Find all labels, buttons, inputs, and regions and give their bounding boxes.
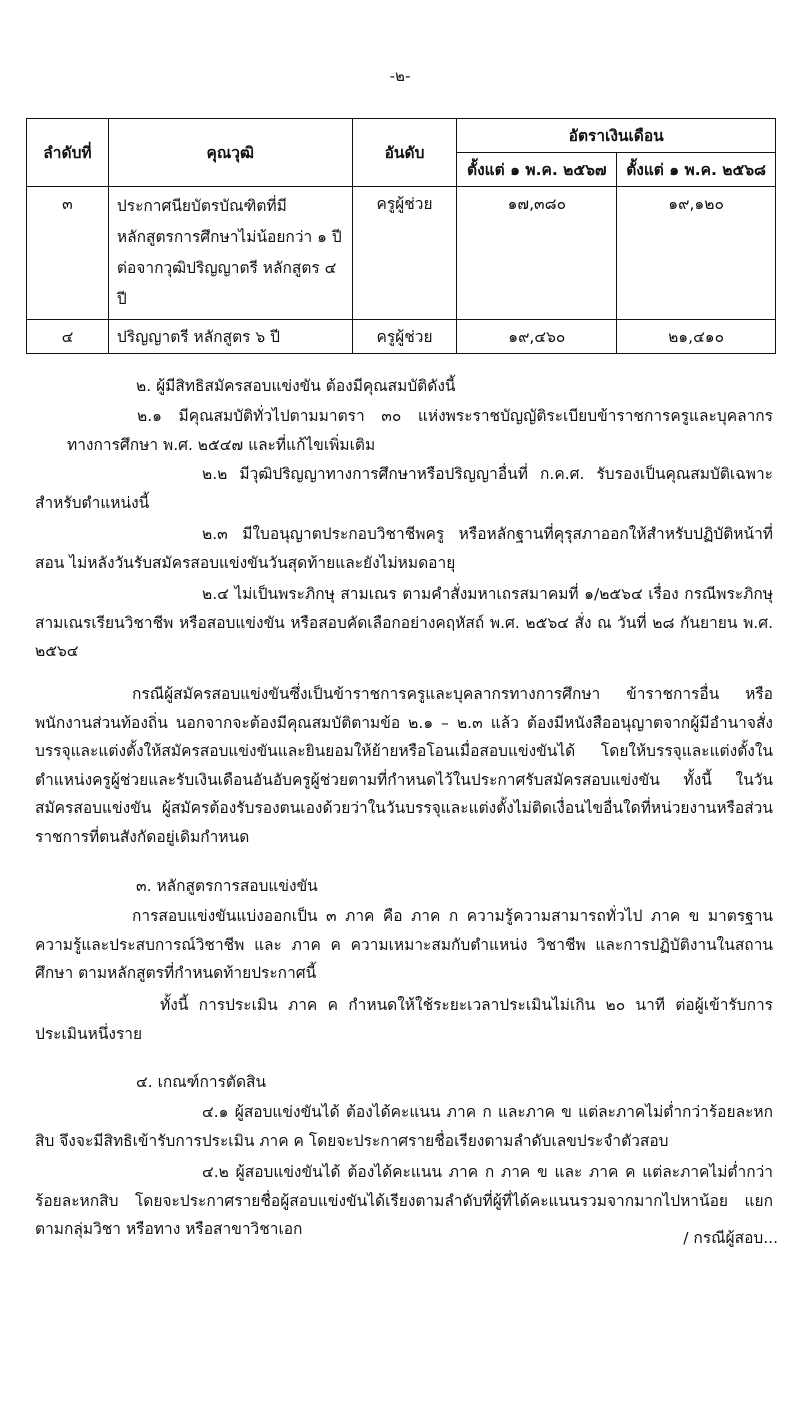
clause-4-1: ๔.๑ ผู้สอบแข่งขันได้ ต้องได้คะแนน ภาค ก และภาค ข แต่ละภาคไม่ต่ำกว่าร้อยละหกสิบ จึงจะมีสิทธิเข้ารับการประเมิน ภาค ค โดยจะประกาศรายชื่อเรียงตามลำดับเลขประจำตัวสอบ (35, 1103, 773, 1150)
header-rank: อันดับ (352, 119, 457, 187)
header-from-2567: ตั้งแต่ ๑ พ.ค. ๒๕๖๗ (457, 153, 617, 187)
continuation-note: / กรณีผู้สอบ... (683, 1229, 778, 1247)
row-salary-2568: ๒๑,๔๑๐ (617, 320, 776, 354)
section-3-title: ๓. หลักสูตรการสอบแข่งขัน (136, 877, 318, 895)
row-no: ๓ (27, 187, 109, 320)
salary-table (26, 118, 776, 354)
table-header-row (27, 119, 776, 153)
row-qualification: ประกาศนียบัตรบัณฑิตที่มีหลักสูตรการศึกษาไม่น้อยกว่า ๑ ปี ต่อจากวุฒิปริญญาตรี หลักสูตร ๔ ปี (108, 187, 352, 320)
table-row (27, 187, 776, 320)
section-3-body: การสอบแข่งขันแบ่งออกเป็น ๓ ภาค คือ ภาค ก ความรู้ความสามารถทั่วไป ภาค ข มาตรฐานความรู้และประสบการณ์วิชาชีพ และ ภาค ค ความเหมาะสมกับตำแหน่ง วิชาชีพ และการปฏิบัติงานในสถานศึกษา ตามหลักสูตรที่กำหนดท้ายประกาศนี้ (35, 907, 773, 982)
clause-2-2: ๒.๒ มีวุฒิปริญญาทางการศึกษาหรือปริญญาอื่นที่ ก.ค.ศ. รับรองเป็นคุณสมบัติเฉพาะสำหรับตำแหน่งนี้ (35, 465, 773, 512)
section-2-case: กรณีผู้สมัครสอบแข่งขันซึ่งเป็นข้าราชการครูและบุคลากรทางการศึกษา ข้าราชการอื่น หรือพนักงานส่วนท้องถิ่น นอกจากจะต้องมีคุณสมบัติตามข้อ ๒.๑ – ๒.๓ แล้ว ต้องมีหนังสืออนุญาตจากผู้มีอำนาจสั่งบรรจุและแต่งตั้งให้สมัครสอบแข่งขันและยินยอมให้ย้ายหรือโอนเมื่อสอบแข่งขันได้ โดยให้บรรจุและแต่งตั้งในตำแหน่งครูผู้ช่วยและรับเงินเดือนอันอับครูผู้ช่วยตามที่กำหนดไว้ในประกาศรับสมัครสอบแข่งขัน ทั้งนี้ ในวันสมัครสอบแข่งขัน ผู้สมัครต้องรับรองตนเองด้วยว่าในวันบรรจุและแต่งตั้งไม่ติดเงื่อนไขอื่นใดที่หน่วยงานหรือส่วนราชการที่ตนสังกัดอยู่เดิมกำหนด (35, 685, 773, 846)
section-3-note: ทั้งนี้ การประเมิน ภาค ค กำหนดให้ใช้ระยะเวลาประเมินไม่เกิน ๒๐ นาที ต่อผู้เข้ารับการประเมินหนึ่งราย (35, 996, 773, 1043)
header-no: ลำดับที่ (27, 119, 109, 187)
row-no: ๔ (27, 320, 109, 354)
section-4-title: ๔. เกณฑ์การตัดสิน (136, 1073, 267, 1091)
clause-2-1: ๒.๑ มีคุณสมบัติทั่วไปตามมาตรา ๓๐ แห่งพระราชบัญญัติระเบียบข้าราชการครูและบุคลากรทางการศึกษา พ.ศ. ๒๕๔๗ และที่แก้ไขเพิ่มเติม (67, 407, 773, 454)
page-number: -๒- (389, 67, 411, 85)
header-salary: อัตราเงินเดือน (457, 119, 776, 153)
row-rank: ครูผู้ช่วย (352, 187, 457, 320)
table-row (27, 320, 776, 354)
row-salary-2567: ๑๗,๓๘๐ (457, 187, 617, 320)
clause-4-2: ๔.๒ ผู้สอบแข่งขันได้ ต้องได้คะแนน ภาค ก ภาค ข และ ภาค ค แต่ละภาคไม่ต่ำกว่าร้อยละหกสิบ โดยจะประกาศรายชื่อผู้สอบแข่งขันได้เรียงตามลำดับที่ผู้ที่ได้คะแนนรวมจากมากไปหาน้อย แยกตามกลุ่มวิชา หรือทาง หรือสาขาวิชาเอก (35, 1163, 773, 1238)
row-rank: ครูผู้ช่วย (352, 320, 457, 354)
section-2-title: ๒. ผู้มีสิทธิสมัครสอบแข่งขัน ต้องมีคุณสมบัติดังนี้ (136, 377, 456, 395)
header-qualification: คุณวุฒิ (108, 119, 352, 187)
clause-2-3: ๒.๓ มีใบอนุญาตประกอบวิชาชีพครู หรือหลักฐานที่คุรุสภาออกให้สำหรับปฏิบัติหน้าที่สอน ไม่หลังวันรับสมัครสอบแข่งขันวันสุดท้ายและยังไม่หมดอายุ (35, 525, 773, 572)
row-salary-2567: ๑๙,๔๖๐ (457, 320, 617, 354)
clause-2-4: ๒.๔ ไม่เป็นพระภิกษุ สามเณร ตามคำสั่งมหาเถรสมาคมที่ ๑/๒๕๖๔ เรื่อง กรณีพระภิกษุสามเณรเรียนวิชาชีพ หรือสอบแข่งขัน หรือสอบคัดเลือกอย่างคฤหัสถ์ พ.ศ. ๒๕๖๔ สั่ง ณ วันที่ ๒๘ กันยายน พ.ศ. ๒๕๖๔ (35, 585, 773, 660)
row-qualification: ปริญญาตรี หลักสูตร ๖ ปี (108, 320, 352, 354)
row-salary-2568: ๑๙,๑๒๐ (617, 187, 776, 320)
header-from-2568: ตั้งแต่ ๑ พ.ค. ๒๕๖๘ (617, 153, 776, 187)
